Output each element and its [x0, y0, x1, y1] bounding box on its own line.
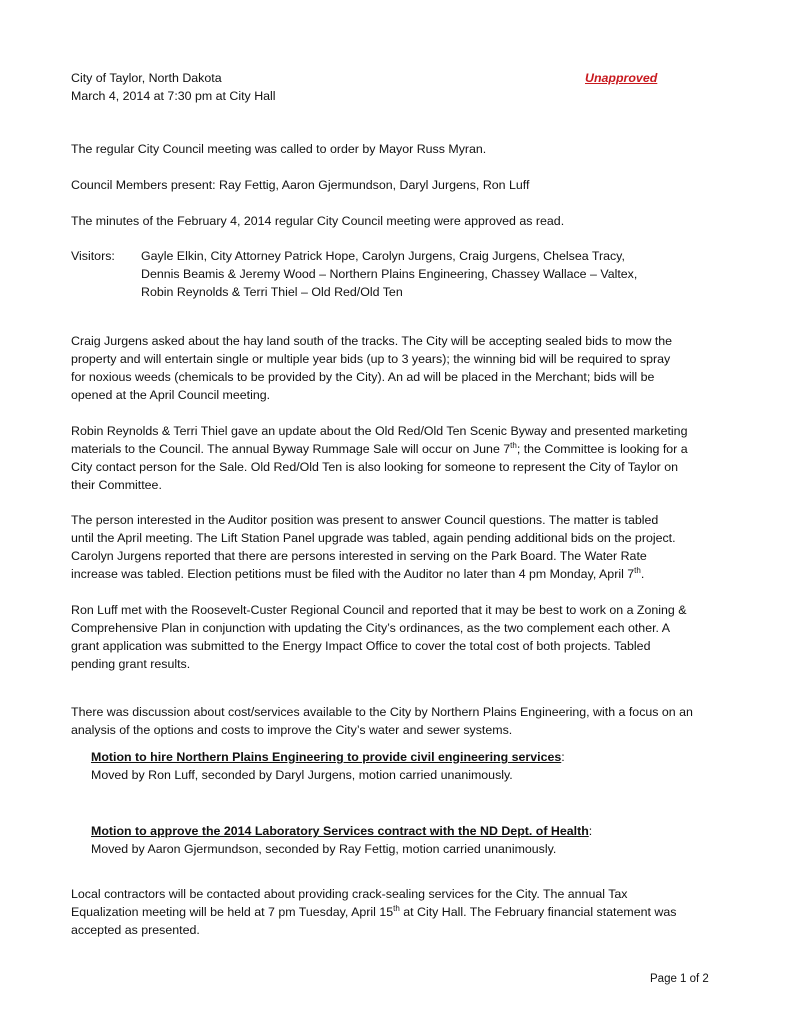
motion-lab-services: Motion to approve the 2014 Laboratory Services contract with the ND Dept. of Health: Moved by Aaron Gjermundson, seconded by Ray Fettig, motion carried unanimously.: [91, 824, 593, 856]
auditor-paragraph: [71, 511, 726, 583]
paragraph-line: Robin Reynolds & Terri Thiel gave an update about the Old Red/Old Ten Scenic Byway and presented marketing: [71, 424, 688, 438]
engineering-paragraph: [71, 703, 726, 739]
zoning-paragraph: [71, 601, 726, 673]
motion-hire-engineering: Motion to hire Northern Plains Engineering to provide civil engineering services: Moved by Ron Luff, seconded by Daryl Jurgens, motion carried unanimously.: [91, 750, 565, 782]
call-to-order-text: The regular City Council meeting was called to order by Mayor Russ Myran.: [71, 142, 487, 156]
status-badge: Unapproved: [585, 71, 658, 85]
paragraph-line: their Committee.: [71, 478, 162, 492]
page-number: Page 1 of 2: [650, 973, 709, 985]
closing-paragraph: [71, 885, 726, 939]
paragraph-line: Local contractors will be contacted about providing crack-sealing services for the City. The annual Tax: [71, 887, 628, 901]
motion-detail: Moved by Aaron Gjermundson, seconded by Ray Fettig, motion carried unanimously.: [91, 842, 557, 856]
paragraph-line: Ron Luff met with the Roosevelt-Custer Regional Council and reported that it may be best to work on a Zoning &: [71, 603, 687, 617]
motion-title: Motion to hire Northern Plains Engineering to provide civil engineering services: [91, 750, 562, 764]
paragraph-line: grant application was submitted to the Energy Impact Office to cover the total cost of both projects. Tabled: [71, 639, 651, 653]
paragraph-line: for noxious weeds (chemicals to be provided by the City). An ad will be placed in the Merchant; bids will be: [71, 370, 655, 384]
city-heading: City of Taylor, North Dakota: [71, 71, 222, 85]
paragraph-line: until the April meeting. The Lift Station Panel upgrade was tabled, again pending additional bids on the project.: [71, 531, 676, 545]
visitors-line: Robin Reynolds & Terri Thiel – Old Red/Old Ten: [141, 285, 403, 299]
paragraph-line: opened at the April Council meeting.: [71, 388, 271, 402]
meeting-date: March 4, 2014 at 7:30 pm at City Hall: [71, 89, 276, 103]
paragraph-line: Comprehensive Plan in conjunction with updating the City’s ordinances, as the two complement each other. A: [71, 621, 670, 635]
paragraph-line: analysis of the options and costs to improve the City’s water and sewer systems.: [71, 723, 513, 737]
paragraph-line: The person interested in the Auditor position was present to answer Council questions. The matter is tabled: [71, 513, 659, 527]
motion-title: Motion to approve the 2014 Laboratory Services contract with the ND Dept. of Health: [91, 824, 589, 838]
paragraph-line: increase was tabled. Election petitions must be filed with the Auditor no later than 4 pm Monday, April 7th.: [71, 566, 645, 581]
hay-land-paragraph: [71, 332, 726, 404]
paragraph-line: There was discussion about cost/services available to the City by Northern Plains Engineering, with a focus on an: [71, 705, 693, 719]
byway-paragraph: [71, 422, 726, 494]
visitors-line: Dennis Beamis & Jeremy Wood – Northern Plains Engineering, Chassey Wallace – Valtex,: [141, 267, 638, 281]
visitors-list: [141, 247, 637, 301]
motion-detail: Moved by Ron Luff, seconded by Daryl Jurgens, motion carried unanimously.: [91, 768, 513, 782]
paragraph-line: accepted as presented.: [71, 923, 200, 937]
visitors-line: Gayle Elkin, City Attorney Patrick Hope, Carolyn Jurgens, Craig Jurgens, Chelsea Tracy,: [141, 249, 625, 263]
visitors-label: Visitors:: [71, 249, 115, 263]
paragraph-line: Craig Jurgens asked about the hay land south of the tracks. The City will be accepting sealed bids to mow the: [71, 334, 673, 348]
members-present-text: Council Members present: Ray Fettig, Aaron Gjermundson, Daryl Jurgens, Ron Luff: [71, 178, 530, 192]
paragraph-line: Equalization meeting will be held at 7 pm Tuesday, April 15th at City Hall. The February financial statement was: [71, 904, 677, 919]
paragraph-line: Carolyn Jurgens reported that there are persons interested in serving on the Park Board. The Water Rate: [71, 549, 647, 563]
paragraph-line: materials to the Council. The annual Byway Rummage Sale will occur on June 7th; the Committee is looking for a: [71, 441, 688, 456]
paragraph-line: pending grant results.: [71, 657, 191, 671]
paragraph-line: City contact person for the Sale. Old Red/Old Ten is also looking for someone to represent the City of Taylor on: [71, 460, 678, 474]
paragraph-line: property and will entertain single or multiple year bids (up to 3 years); the winning bid will be required to spray: [71, 352, 671, 366]
minutes-approval-text: The minutes of the February 4, 2014 regular City Council meeting were approved as read.: [71, 214, 565, 228]
